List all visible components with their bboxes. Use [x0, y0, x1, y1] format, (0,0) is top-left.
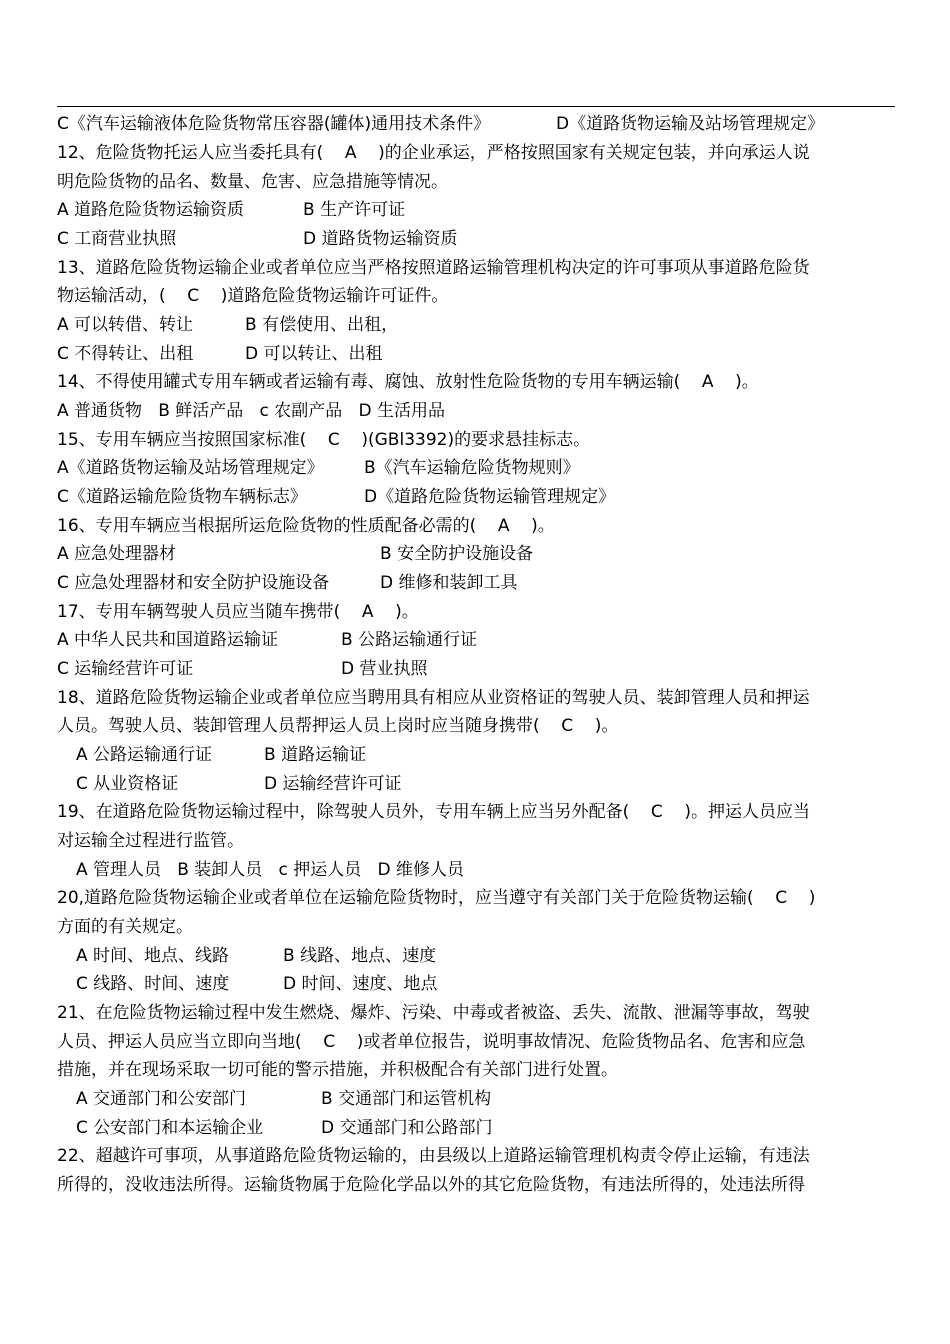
- option-c: C《汽车运输液体危险货物常压容器(罐体)通用技术条件》: [57, 114, 491, 134]
- question-20-cont: 方面的有关规定。: [57, 917, 193, 937]
- question-14: 14、不得使用罐式专用车辆或者运输有毒、腐蚀、放射性危险货物的专用车辆运输( A )。: [57, 372, 759, 392]
- question-19-options: A 管理人员 B 装卸人员 c 押运人员 D 维修人员: [76, 860, 464, 880]
- option-c: C 线路、时间、速度: [76, 974, 230, 994]
- option-b: B 线路、地点、速度: [283, 946, 437, 966]
- option-d: D 维修和装卸工具: [380, 573, 518, 593]
- option-c: C 应急处理器材和安全防护设施设备: [57, 573, 330, 593]
- question-18-cont: 人员。驾驶人员、装卸管理人员帮押运人员上岗时应当随身携带( C )。: [57, 716, 619, 736]
- question-22: 22、超越许可事项，从事道路危险货物运输的，由县级以上道路运输管理机构责令停止运输，有违法: [57, 1146, 810, 1166]
- question-14-options: A 普通货物 B 鲜活产品 c 农副产品 D 生活用品: [57, 401, 445, 421]
- question-21-cont2: 措施，并在现场采取一切可能的警示措施，并积极配合有关部门进行处置。: [57, 1060, 618, 1080]
- header-rule: [57, 106, 895, 107]
- option-c: C 不得转让、出租: [57, 344, 194, 364]
- question-13: 13、道路危险货物运输企业或者单位应当严格按照道路运输管理机构决定的许可事项从事道路危险货: [57, 258, 810, 278]
- option-c: C 运输经营许可证: [57, 659, 194, 679]
- option-d: D 时间、速度、地点: [283, 974, 438, 994]
- option-b: B 公路运输通行证: [341, 630, 478, 650]
- question-20: 20,道路危险货物运输企业或者单位在运输危险货物时，应当遵守有关部门关于危险货物运输( C ): [57, 888, 816, 908]
- option-b: B《汽车运输危险货物规则》: [364, 458, 580, 478]
- option-a: A 道路危险货物运输资质: [57, 200, 245, 220]
- option-c: C《道路运输危险货物车辆标志》: [57, 487, 307, 507]
- option-a: A 可以转借、转让: [57, 315, 194, 335]
- question-22-cont: 所得的，没收违法所得。运输货物属于危险化学品以外的其它危险货物，有违法所得的，处违法所得: [57, 1175, 805, 1195]
- option-d: D《道路货物运输及站场管理规定》: [556, 114, 825, 134]
- question-16: 16、专用车辆应当根据所运危险货物的性质配备必需的( A )。: [57, 516, 555, 536]
- question-12-cont: 明危险货物的品名、数量、危害、应急措施等情况。: [57, 172, 448, 192]
- option-b: B 道路运输证: [264, 745, 367, 765]
- option-a: A 交通部门和公安部门: [76, 1089, 247, 1109]
- question-19-cont: 对运输全过程进行监管。: [57, 831, 244, 851]
- option-d: D 交通部门和公路部门: [321, 1118, 493, 1138]
- question-15: 15、专用车辆应当按照国家标准( C )(GBl3392)的要求悬挂标志。: [57, 430, 591, 450]
- option-d: D 运输经营许可证: [264, 774, 402, 794]
- question-21-cont: 人员、押运人员应当立即向当地( C )或者单位报告，说明事故情况、危险货物品名、危害和应急: [57, 1032, 806, 1052]
- option-a: A 中华人民共和国道路运输证: [57, 630, 279, 650]
- option-c: C 工商营业执照: [57, 229, 177, 249]
- option-c: C 从业资格证: [76, 774, 179, 794]
- option-a: A 时间、地点、线路: [76, 946, 230, 966]
- option-d: D 道路货物运输资质: [303, 229, 458, 249]
- option-a: A《道路货物运输及站场管理规定》: [57, 458, 324, 478]
- question-13-cont: 物运输活动，( C )道路危险货物运输许可证件。: [57, 286, 449, 306]
- question-12: 12、危险货物托运人应当委托具有( A )的企业承运，严格按照国家有关规定包装，并向承运人说: [57, 143, 810, 163]
- option-d: D 可以转让、出租: [245, 344, 383, 364]
- option-d: D《道路危险货物运输管理规定》: [364, 487, 616, 507]
- option-c: C 公安部门和本运输企业: [76, 1118, 264, 1138]
- option-d: D 营业执照: [341, 659, 428, 679]
- question-18: 18、道路危险货物运输企业或者单位应当聘用具有相应从业资格证的驾驶人员、装卸管理人员和押运: [57, 688, 810, 708]
- option-a: A 应急处理器材: [57, 544, 177, 564]
- option-b: B 安全防护设施设备: [380, 544, 534, 564]
- option-b: B 交通部门和运管机构: [321, 1089, 492, 1109]
- option-a: A 公路运输通行证: [76, 745, 213, 765]
- option-b: B 有偿使用、出租，: [245, 315, 399, 335]
- question-19: 19、在道路危险货物运输过程中，除驾驶人员外，专用车辆上应当另外配备( C )。押运人员应当: [57, 802, 810, 822]
- question-21: 21、在危险货物运输过程中发生燃烧、爆炸、污染、中毒或者被盗、丢失、流散、泄漏等事故，驾驶: [57, 1003, 810, 1023]
- option-b: B 生产许可证: [303, 200, 406, 220]
- question-17: 17、专用车辆驾驶人员应当随车携带( A )。: [57, 602, 419, 622]
